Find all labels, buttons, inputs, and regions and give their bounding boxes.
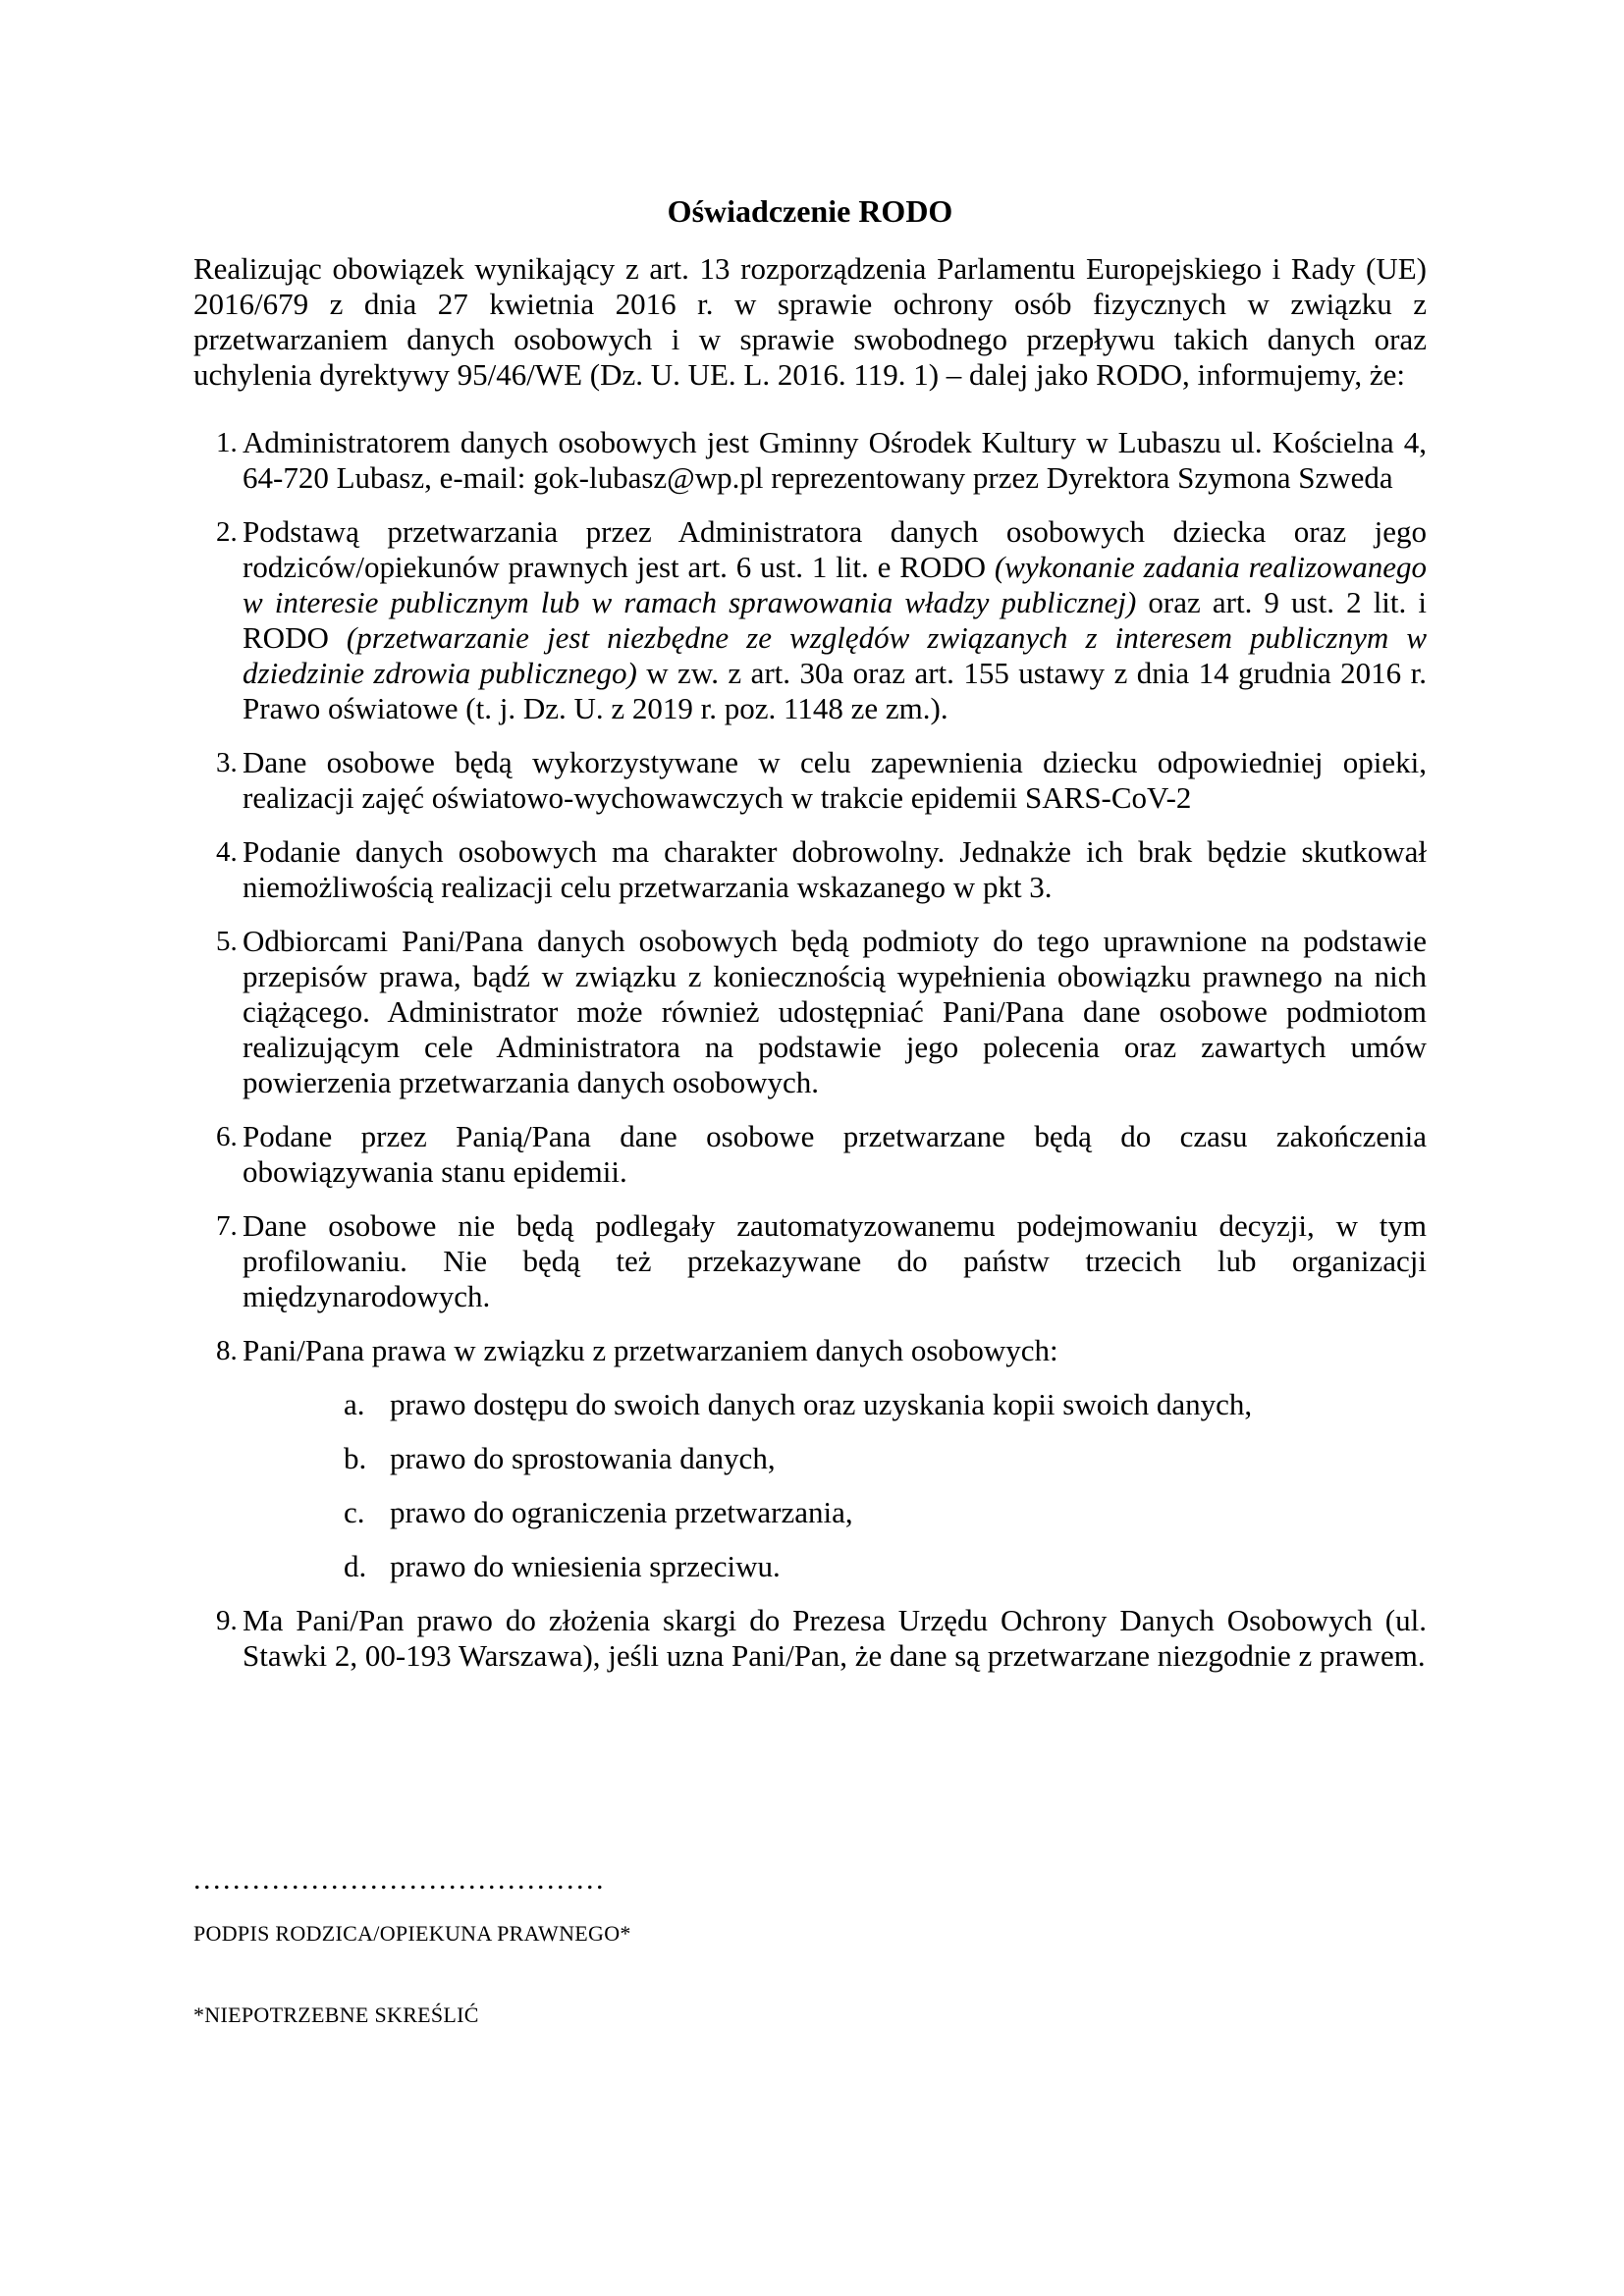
list-item-1 xyxy=(193,425,1427,496)
list-item-4 xyxy=(193,834,1427,905)
list-item-text: Podstawą przetwarzania przez Administratora danych osobowych dziecka oraz jego rodziców/opiekunów prawnych jest art. 6 ust. 1 lit. e RODO xyxy=(243,514,1427,584)
list-item-number: 5. xyxy=(216,926,238,957)
list-item-number: 3. xyxy=(216,747,238,778)
intro-paragraph: Realizując obowiązek wynikający z art. 13 rozporządzenia Parlamentu Europejskiego i Rady (UE) 2016/679 z dnia 27 kwietnia 2016 r. w sprawie ochrony osób fizycznych w związku z przetwarzaniem danych osobowych i w sprawie swobodnego przepływu takich danych oraz uchylenia dyrektywy 95/46/WE (Dz. U. UE. L. 2016. 119. 1) – dalej jako RODO, informujemy, że: xyxy=(193,251,1427,392)
list-item-text: Ma Pani/Pan prawo do złożenia skargi do Prezesa Urzędu Ochrony Danych Osobowych (ul. Stawki 2, 00-193 Warszawa), jeśli uzna Pani/Pan, że dane są przetwarzane niezgodnie z prawem. xyxy=(243,1603,1427,1673)
list-item-text: Dane osobowe nie będą podlegały zautomatyzowanemu podejmowaniu decyzji, w tym profilowaniu. Nie będą też przekazywane do państw trzecich lub organizacji międzynarodowych. xyxy=(243,1208,1427,1313)
sub-item-a xyxy=(243,1387,1427,1422)
list-item-text-italic: (wykonanie zadania realizowanego w interesie publicznym lub w ramach sprawowania władzy publicznej) xyxy=(243,550,1427,619)
list-item-number: 1. xyxy=(216,427,238,458)
sub-item-d xyxy=(243,1549,1427,1584)
sub-item-letter: d. xyxy=(344,1549,367,1583)
sub-item-text: prawo do sprostowania danych, xyxy=(390,1441,776,1475)
list-item-2 xyxy=(193,514,1427,726)
list-item-text-italic: (przetwarzanie jest niezbędne ze względów związanych z interesem publicznym w dziedzinie zdrowia publicznego) xyxy=(243,620,1427,690)
sub-item-letter: a. xyxy=(344,1387,365,1421)
list-item-number: 8. xyxy=(216,1335,238,1366)
list-item-text: Dane osobowe będą wykorzystywane w celu zapewnienia dziecku odpowiedniej opieki, realizacji zajęć oświatowo-wychowawczych w trakcie epidemii SARS-CoV-2 xyxy=(243,745,1427,815)
list-item-3 xyxy=(193,745,1427,816)
sub-item-b xyxy=(243,1441,1427,1476)
list-item-number: 2. xyxy=(216,516,238,548)
sub-item-text: prawo do ograniczenia przetwarzania, xyxy=(390,1495,853,1529)
rights-sub-list xyxy=(243,1387,1427,1584)
signature-dotted-line: .......................................... xyxy=(193,1863,606,1896)
document-title: Oświadczenie RODO xyxy=(667,193,953,229)
list-item-text: Podanie danych osobowych ma charakter dobrowolny. Jednakże ich brak będzie skutkował niemożliwością realizacji celu przetwarzania wskazanego w pkt 3. xyxy=(243,834,1427,904)
main-list xyxy=(193,425,1427,1674)
list-item-number: 9. xyxy=(216,1605,238,1636)
sub-item-letter: b. xyxy=(344,1441,367,1475)
signature-footnote: *NIEPOTRZEBNE SKREŚLIĆ xyxy=(193,2002,479,2027)
sub-item-c xyxy=(243,1495,1427,1530)
list-item-5 xyxy=(193,924,1427,1100)
list-item-number: 6. xyxy=(216,1121,238,1152)
list-item-6 xyxy=(193,1119,1427,1190)
list-item-text: Podane przez Panią/Pana dane osobowe przetwarzane będą do czasu zakończenia obowiązywania stanu epidemii. xyxy=(243,1119,1427,1189)
list-item-number: 4. xyxy=(216,836,238,868)
list-item-text: w zw. z art. 30a oraz art. 155 ustawy z dnia 14 grudnia 2016 r. Prawo oświatowe (t. j. Dz. U. z 2019 r. poz. 1148 ze zm.). xyxy=(243,656,1427,725)
sub-item-letter: c. xyxy=(344,1495,365,1529)
sub-item-text: prawo do wniesienia sprzeciwu. xyxy=(390,1549,781,1583)
list-item-text: Administratorem danych osobowych jest Gminny Ośrodek Kultury w Lubaszu ul. Kościelna 4, 64-720 Lubasz, e-mail: gok-lubasz@wp.pl reprezentowany przez Dyrektora Szymona Szweda xyxy=(243,425,1427,495)
list-item-number: 7. xyxy=(216,1210,238,1242)
list-item-9 xyxy=(193,1603,1427,1674)
list-item-text: oraz art. 9 ust. 2 lit. i RODO xyxy=(243,585,1428,655)
signature-caption: PODPIS RODZICA/OPIEKUNA PRAWNEGO* xyxy=(193,1921,631,1946)
list-item-text: Pani/Pana prawa w związku z przetwarzaniem danych osobowych: xyxy=(243,1333,1058,1367)
sub-item-text: prawo dostępu do swoich danych oraz uzyskania kopii swoich danych, xyxy=(390,1387,1253,1421)
signature-block xyxy=(193,1863,1427,2028)
list-item-7 xyxy=(193,1208,1427,1314)
list-item-8 xyxy=(193,1333,1427,1584)
list-item-text: Odbiorcami Pani/Pana danych osobowych będą podmioty do tego uprawnione na podstawie przepisów prawa, bądź w związku z koniecznością wypełnienia obowiązku prawnego na nich ciążącego. Administrator może również udostępniać Pani/Pana dane osobowe podmiotom realizującym cele Administratora na podstawie jego polecenia oraz zawartych umów powierzenia przetwarzania danych osobowych. xyxy=(243,924,1427,1099)
